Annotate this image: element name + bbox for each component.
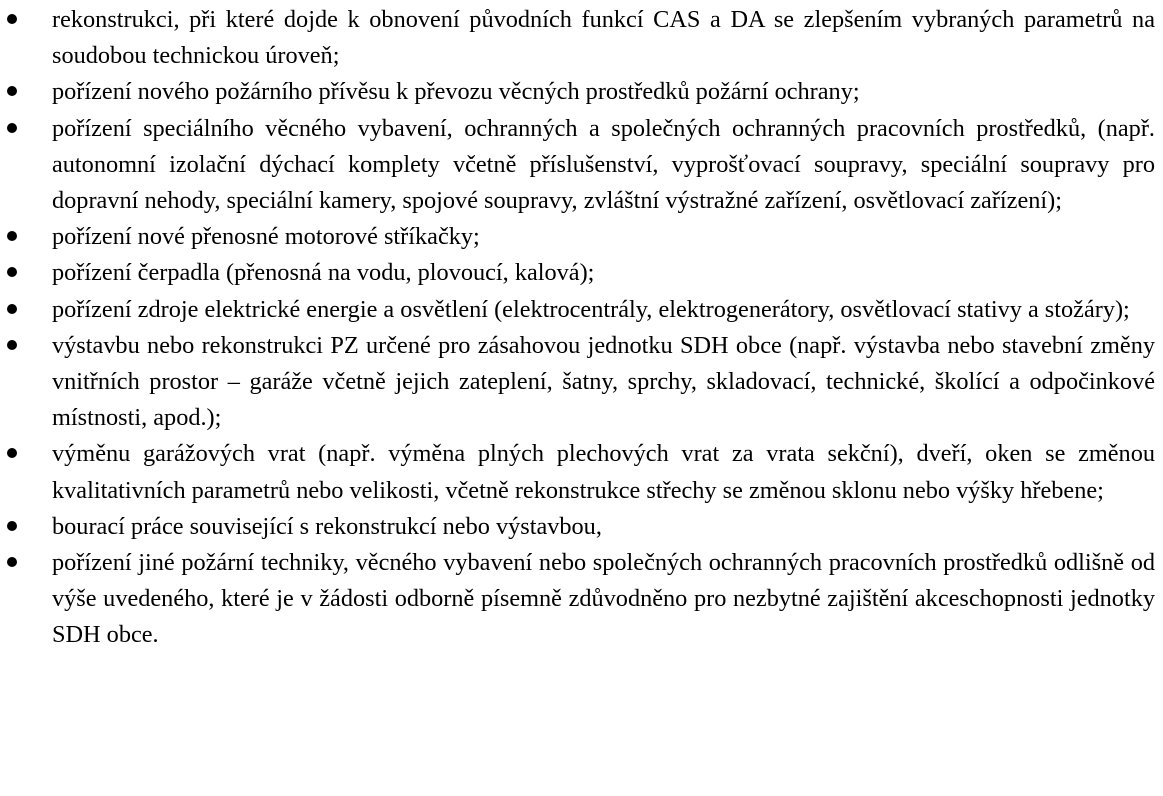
bullet-icon <box>7 557 17 567</box>
list-item <box>0 545 1163 654</box>
bullet-icon <box>7 86 17 96</box>
list-item-text: pořízení nového požárního přívěsu k převozu věcných prostředků požární ochrany; <box>52 78 860 106</box>
list-item <box>0 328 1163 437</box>
bullet-icon <box>7 231 17 241</box>
bullet-icon <box>7 521 17 531</box>
list-item-text: pořízení jiné požární techniky, věcného vybavení nebo společných ochranných pracovních prostředků odlišně od výše uvedeného, které je v žádosti odborně písemně zdůvodněno pro nezbytné zajištění akceschopnosti jednotky SDH obce. <box>52 549 1155 649</box>
bullet-icon <box>7 14 17 24</box>
list-item-text: pořízení čerpadla (přenosná na vodu, plovoucí, kalová); <box>52 259 595 287</box>
list-item <box>0 436 1163 508</box>
list-item-text: pořízení zdroje elektrické energie a osvětlení (elektrocentrály, elektrogenerátory, osvětlovací stativy a stožáry); <box>52 295 1130 323</box>
list-item-text: bourací práce související s rekonstrukcí nebo výstavbou, <box>52 512 602 540</box>
list-item <box>0 292 1163 328</box>
list-item-text: pořízení speciálního věcného vybavení, ochranných a společných ochranných pracovních prostředků, (např. autonomní izolační dýchací komplety včetně příslušenství, vyprošťovací soupravy, speciální soupravy pro dopravní nehody, speciální kamery, spojové soupravy, zvláštní výstražné zařízení, osvětlovací zařízení); <box>52 114 1155 215</box>
list-item-text: rekonstrukci, při které dojde k obnovení původních funkcí CAS a DA se zlepšením vybraných parametrů na soudobou technickou úroveň; <box>52 6 1155 70</box>
bullet-icon <box>7 267 17 277</box>
bullet-list <box>0 2 1163 654</box>
bullet-icon <box>7 304 17 314</box>
list-item <box>0 2 1163 74</box>
document-body <box>0 2 1163 654</box>
list-item <box>0 255 1163 291</box>
list-item-text: výstavbu nebo rekonstrukci PZ určené pro zásahovou jednotku SDH obce (např. výstavba nebo stavební změny vnitřních prostor – garáže včetně jejich zateplení, šatny, sprchy, skladovací, technické, školící a odpočinkové místnosti, apod.); <box>52 331 1155 432</box>
list-item <box>0 74 1163 110</box>
list-item-text: pořízení nové přenosné motorové stříkačky; <box>52 223 480 251</box>
list-item <box>0 111 1163 220</box>
bullet-icon <box>7 123 17 133</box>
list-item <box>0 219 1163 255</box>
list-item-text: výměnu garážových vrat (např. výměna plných plechových vrat za vrata sekční), dveří, oken se změnou kvalitativních parametrů nebo velikosti, včetně rekonstrukce střechy se změnou sklonu nebo výšky hřebene; <box>52 440 1155 504</box>
list-item <box>0 509 1163 545</box>
bullet-icon <box>7 448 17 458</box>
bullet-icon <box>7 340 17 350</box>
